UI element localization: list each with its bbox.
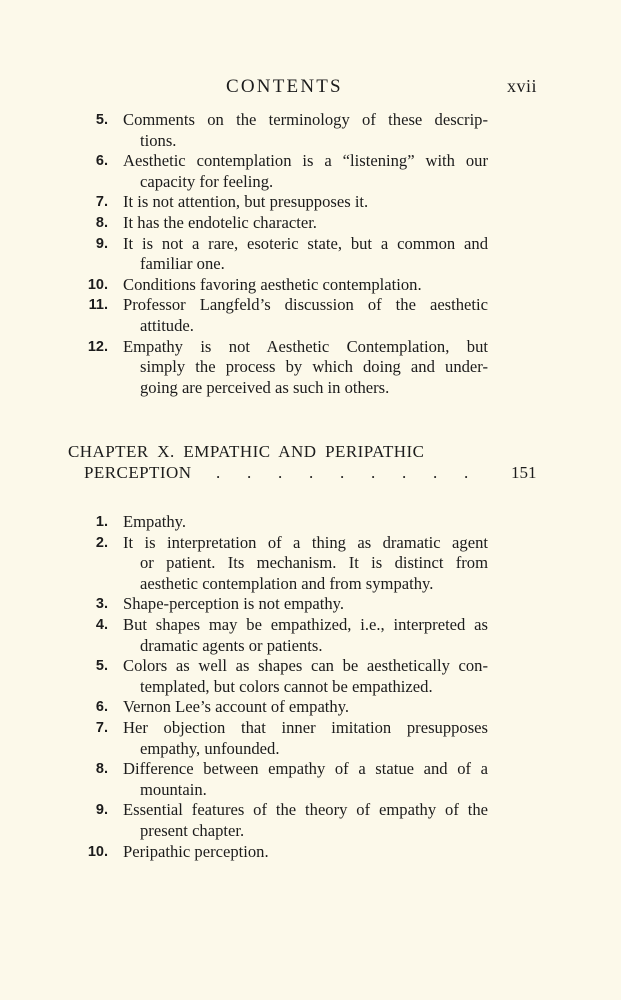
leader-dot: . — [340, 463, 345, 482]
item-number: 1. — [95, 514, 108, 530]
item-text-line: templated, but colors cannot be empathized. — [140, 676, 433, 696]
item-number: 9. — [95, 802, 108, 819]
item-number: 5. — [95, 658, 108, 675]
item-text-line: Difference between empathy of a statue and of a — [123, 759, 488, 779]
item-text-line: Aesthetic contemplation is a “listening” with our — [123, 151, 488, 171]
leader-dot: . — [247, 463, 252, 482]
item-text-line: mountain. — [140, 779, 207, 799]
leader-dot: . — [278, 463, 283, 482]
item-text-line: It has the endotelic character. — [123, 213, 317, 232]
dot-leader — [216, 463, 492, 485]
item-text-line: It is not attention, but presupposes it. — [123, 192, 369, 212]
page-number: xvii — [506, 76, 537, 96]
item-number: 11. — [88, 297, 108, 314]
chapter-title-line-1: CHAPTER X. EMPATHIC AND PERIPATHIC — [68, 442, 425, 461]
item-text — [123, 533, 488, 595]
item-text — [123, 759, 488, 800]
item-number: 10. — [87, 276, 108, 293]
item-text — [123, 213, 488, 234]
item-text — [123, 151, 488, 192]
page-title: CONTENTS — [226, 76, 343, 97]
item-text-line: dramatic agents or patients. — [140, 635, 323, 655]
item-text — [123, 842, 488, 863]
item-number: 5. — [95, 112, 108, 128]
item-text-line: It is interpretation of a thing as dramatic agent — [123, 532, 488, 552]
leader-dot: . — [402, 463, 407, 482]
item-number: 2. — [95, 534, 108, 551]
item-text-line: It is not a rare, esoteric state, but a common and — [123, 233, 488, 253]
item-number: 6. — [95, 153, 108, 170]
item-text — [123, 192, 488, 213]
item-text-line: Her objection that inner imitation presupposes — [123, 718, 488, 737]
item-text-line: Peripathic perception. — [123, 841, 269, 861]
item-text — [123, 110, 488, 151]
item-text — [123, 594, 488, 615]
leader-dot: . — [216, 463, 221, 482]
leader-dot: . — [309, 463, 314, 482]
chapter-page-number: 151 — [511, 463, 537, 482]
item-text-line: or patient. Its mechanism. It is distinct from — [140, 553, 488, 573]
item-text-line: Essential features of the theory of empathy of the — [123, 800, 488, 820]
item-text-line: simply the process by which doing and under- — [140, 357, 488, 377]
item-text — [123, 337, 488, 399]
item-text-line: tions. — [140, 130, 177, 150]
item-text — [123, 718, 488, 759]
item-text-line: present chapter. — [140, 820, 245, 840]
item-number: 6. — [95, 699, 108, 716]
leader-dot: . — [464, 463, 469, 482]
item-text-line: going are perceived as such in others. — [140, 377, 390, 397]
item-number: 10. — [87, 843, 108, 860]
leader-dot: . — [371, 463, 376, 482]
item-number: 8. — [95, 215, 108, 231]
item-text-line: But shapes may be empathized, i.e., interpreted as — [123, 615, 488, 634]
item-text-line: familiar one. — [140, 254, 225, 274]
item-text-line: Vernon Lee’s account of empathy. — [123, 697, 350, 717]
leader-dot: . — [433, 463, 438, 482]
item-text — [123, 234, 488, 275]
item-text-line: capacity for feeling. — [140, 171, 274, 191]
item-number: 8. — [95, 761, 108, 778]
item-text-line: Empathy is not Aesthetic Contemplation, but — [123, 336, 488, 356]
item-number: 3. — [95, 596, 108, 613]
item-text-line: Empathy. — [123, 512, 186, 531]
item-text-line: aesthetic contemplation and from sympathy. — [140, 573, 434, 593]
item-number: 12. — [87, 338, 108, 355]
item-text-line: Professor Langfeld’s discussion of the aesthetic — [123, 295, 488, 315]
item-text-line: attitude. — [140, 315, 194, 335]
item-number: 7. — [95, 720, 108, 736]
item-text — [123, 295, 488, 336]
item-text-line: Shape-perception is not empathy. — [123, 594, 345, 614]
item-text-line: Comments on the terminology of these descrip- — [123, 110, 488, 129]
item-text — [123, 275, 488, 296]
item-text-line: empathy, unfounded. — [140, 738, 280, 758]
running-head — [0, 76, 621, 100]
chapter-title-line-2: PERCEPTION — [84, 463, 192, 482]
item-text — [123, 800, 488, 841]
item-number: 4. — [95, 617, 108, 633]
item-text-line: Colors as well as shapes can be aesthetically con- — [123, 656, 488, 676]
item-text — [123, 512, 488, 533]
item-number: 7. — [95, 194, 108, 211]
item-text — [123, 697, 488, 718]
item-text — [123, 615, 488, 656]
item-text — [123, 656, 488, 697]
item-text-line: Conditions favoring aesthetic contemplation. — [123, 274, 422, 294]
item-number: 9. — [95, 235, 108, 252]
